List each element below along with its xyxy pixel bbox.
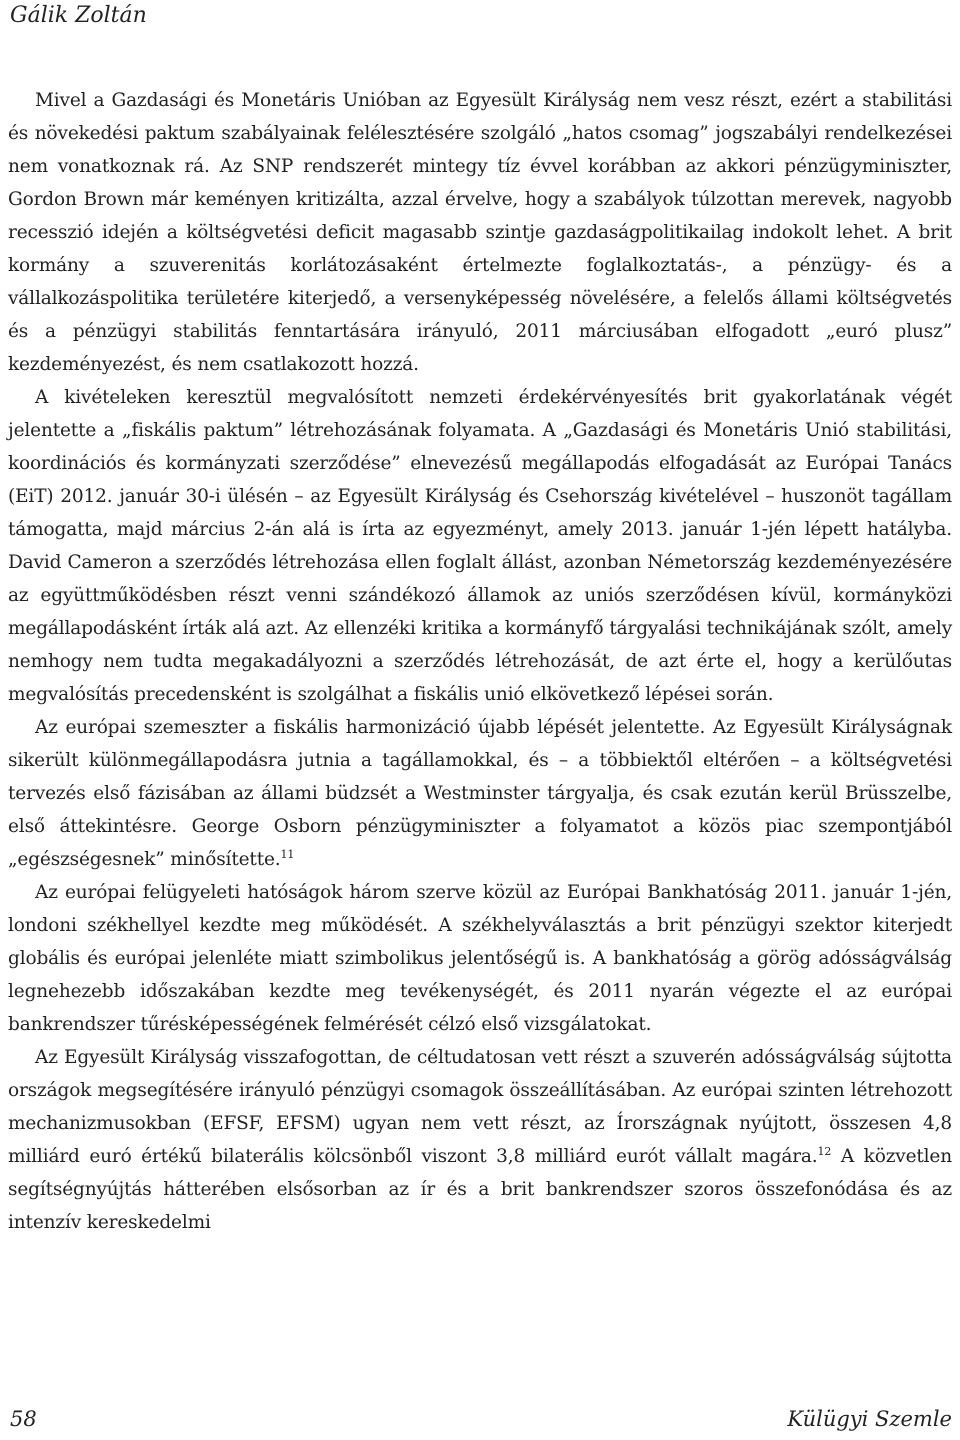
paragraph xyxy=(8,711,952,876)
running-header-author: Gálik Zoltán xyxy=(10,3,147,28)
journal-name: Külügyi Szemle xyxy=(787,1407,952,1431)
paragraph xyxy=(8,381,952,711)
paragraph-text: Mivel a Gazdasági és Monetáris Unióban az Egyesült Királyság nem vesz részt, ezért a stabilitási és növekedési paktum szabályainak felélesztésére szolgáló „hatos csomag” jogszabályi rendelkezései nem vonatkoznak rá. Az SNP rendszerét mintegy tíz évvel korábban az akkori pénzügyminiszter, Gordon Brown már keményen kritizálta, azzal érvelve, hogy a szabályok túlzottan merevek, nagyobb recesszió idején a költségvetési deficit magasabb szintje gazdaságpolitikailag indokolt lehet. A brit kormány a szuverenitás korlátozásaként értelmezte foglalkoztatás-, a pénzügy- és a vállalkozáspolitika területére kiterjedő, a versenyképesség növelésére, a felelős állami költségvetés és a pénzügyi stabilitás fenntartására irányuló, 2011 márciusában elfogadott „euró plusz” kezdeményezést, és nem csatlakozott hozzá. xyxy=(8,90,952,375)
article-body xyxy=(8,84,952,1239)
paragraph-text-continued: A közvetlen segítségnyújtás hátterében elsősorban az ír és a brit bankrendszer szoros összefonódása és az intenzív kereskedelmi xyxy=(8,1146,952,1233)
paragraph-text: Az európai felügyeleti hatóságok három szerve közül az Európai Bankhatóság 2011. január 1-jén, londoni székhellyel kezdte meg működését. A székhelyválasztás a brit pénzügyi szektor kiterjedt globális és európai jelenléte miatt szimbolikus jelentőségű is. A bankhatóság a görög adósságválság legnehezebb időszakában kezdte meg tevékenységét, és 2011 nyarán végezte el az európai bankrendszer tűrésképességének felmérését célzó első vizsgálatokat. xyxy=(8,882,952,1035)
footnote-ref-11[interactable]: 11 xyxy=(280,848,295,861)
page-number: 58 xyxy=(10,1407,37,1431)
paragraph-text: A kivételeken keresztül megvalósított nemzeti érdekérvényesítés brit gyakorlatának végét jelentette a „fiskális paktum” létrehozásának folyamata. A „Gazdasági és Monetáris Unió stabilitási, koordinációs és kormányzati szerződése” elnevezésű megállapodás elfogadását az Európai Tanács (EiT) 2012. január 30-i ülésén – az Egyesült Királyság és Csehország kivételével – huszonöt tagállam támogatta, majd március 2-án alá is írta az egyezményt, amely 2013. január 1-jén lépett hatályba. David Cameron a szerződés létrehozása ellen foglalt állást, azonban Németország kezdeményezésére az együttműködésben részt venni szándékozó államok az uniós szerződésen kívül, kormányközi megállapodásként írták alá azt. Az ellenzéki kritika a kormányfő tárgyalási technikájának szólt, amely nemhogy nem tudta megakadályozni a szerződés létrehozását, de azt érte el, hogy a kerülőutas megvalósítás precedensként is szolgálhat a fiskális unió elkövetkező lépései során. xyxy=(8,387,952,705)
paragraph-text: Az európai szemeszter a fiskális harmonizáció újabb lépését jelentette. Az Egyesült Királyságnak sikerült különmegállapodásra jutnia a tagállamokkal, és – a többiektől eltérően – a költségvetési tervezés első fázisában az állami büdzsét a Westminster tárgyalja, és csak ezután kerül Brüsszelbe, első áttekintésre. George Osborn pénzügyminiszter a folyamatot a közös piac szempontjából „egészségesnek” minősítette. xyxy=(8,717,952,870)
paragraph-text: Az Egyesült Királyság visszafogottan, de céltudatosan vett részt a szuverén adósságválság sújtotta országok megsegítésére irányuló pénzügyi csomagok összeállításában. Az európai szinten létrehozott mechanizmusokban (EFSF, EFSM) ugyan nem vett részt, az Írországnak nyújtott, összesen 4,8 milliárd euró értékű bilaterális kölcsönből viszont 3,8 milliárd eurót vállalt magára. xyxy=(8,1047,952,1167)
paragraph xyxy=(8,84,952,381)
paragraph xyxy=(8,876,952,1041)
paragraph xyxy=(8,1041,952,1239)
footnote-ref-12[interactable]: 12 xyxy=(817,1145,832,1158)
